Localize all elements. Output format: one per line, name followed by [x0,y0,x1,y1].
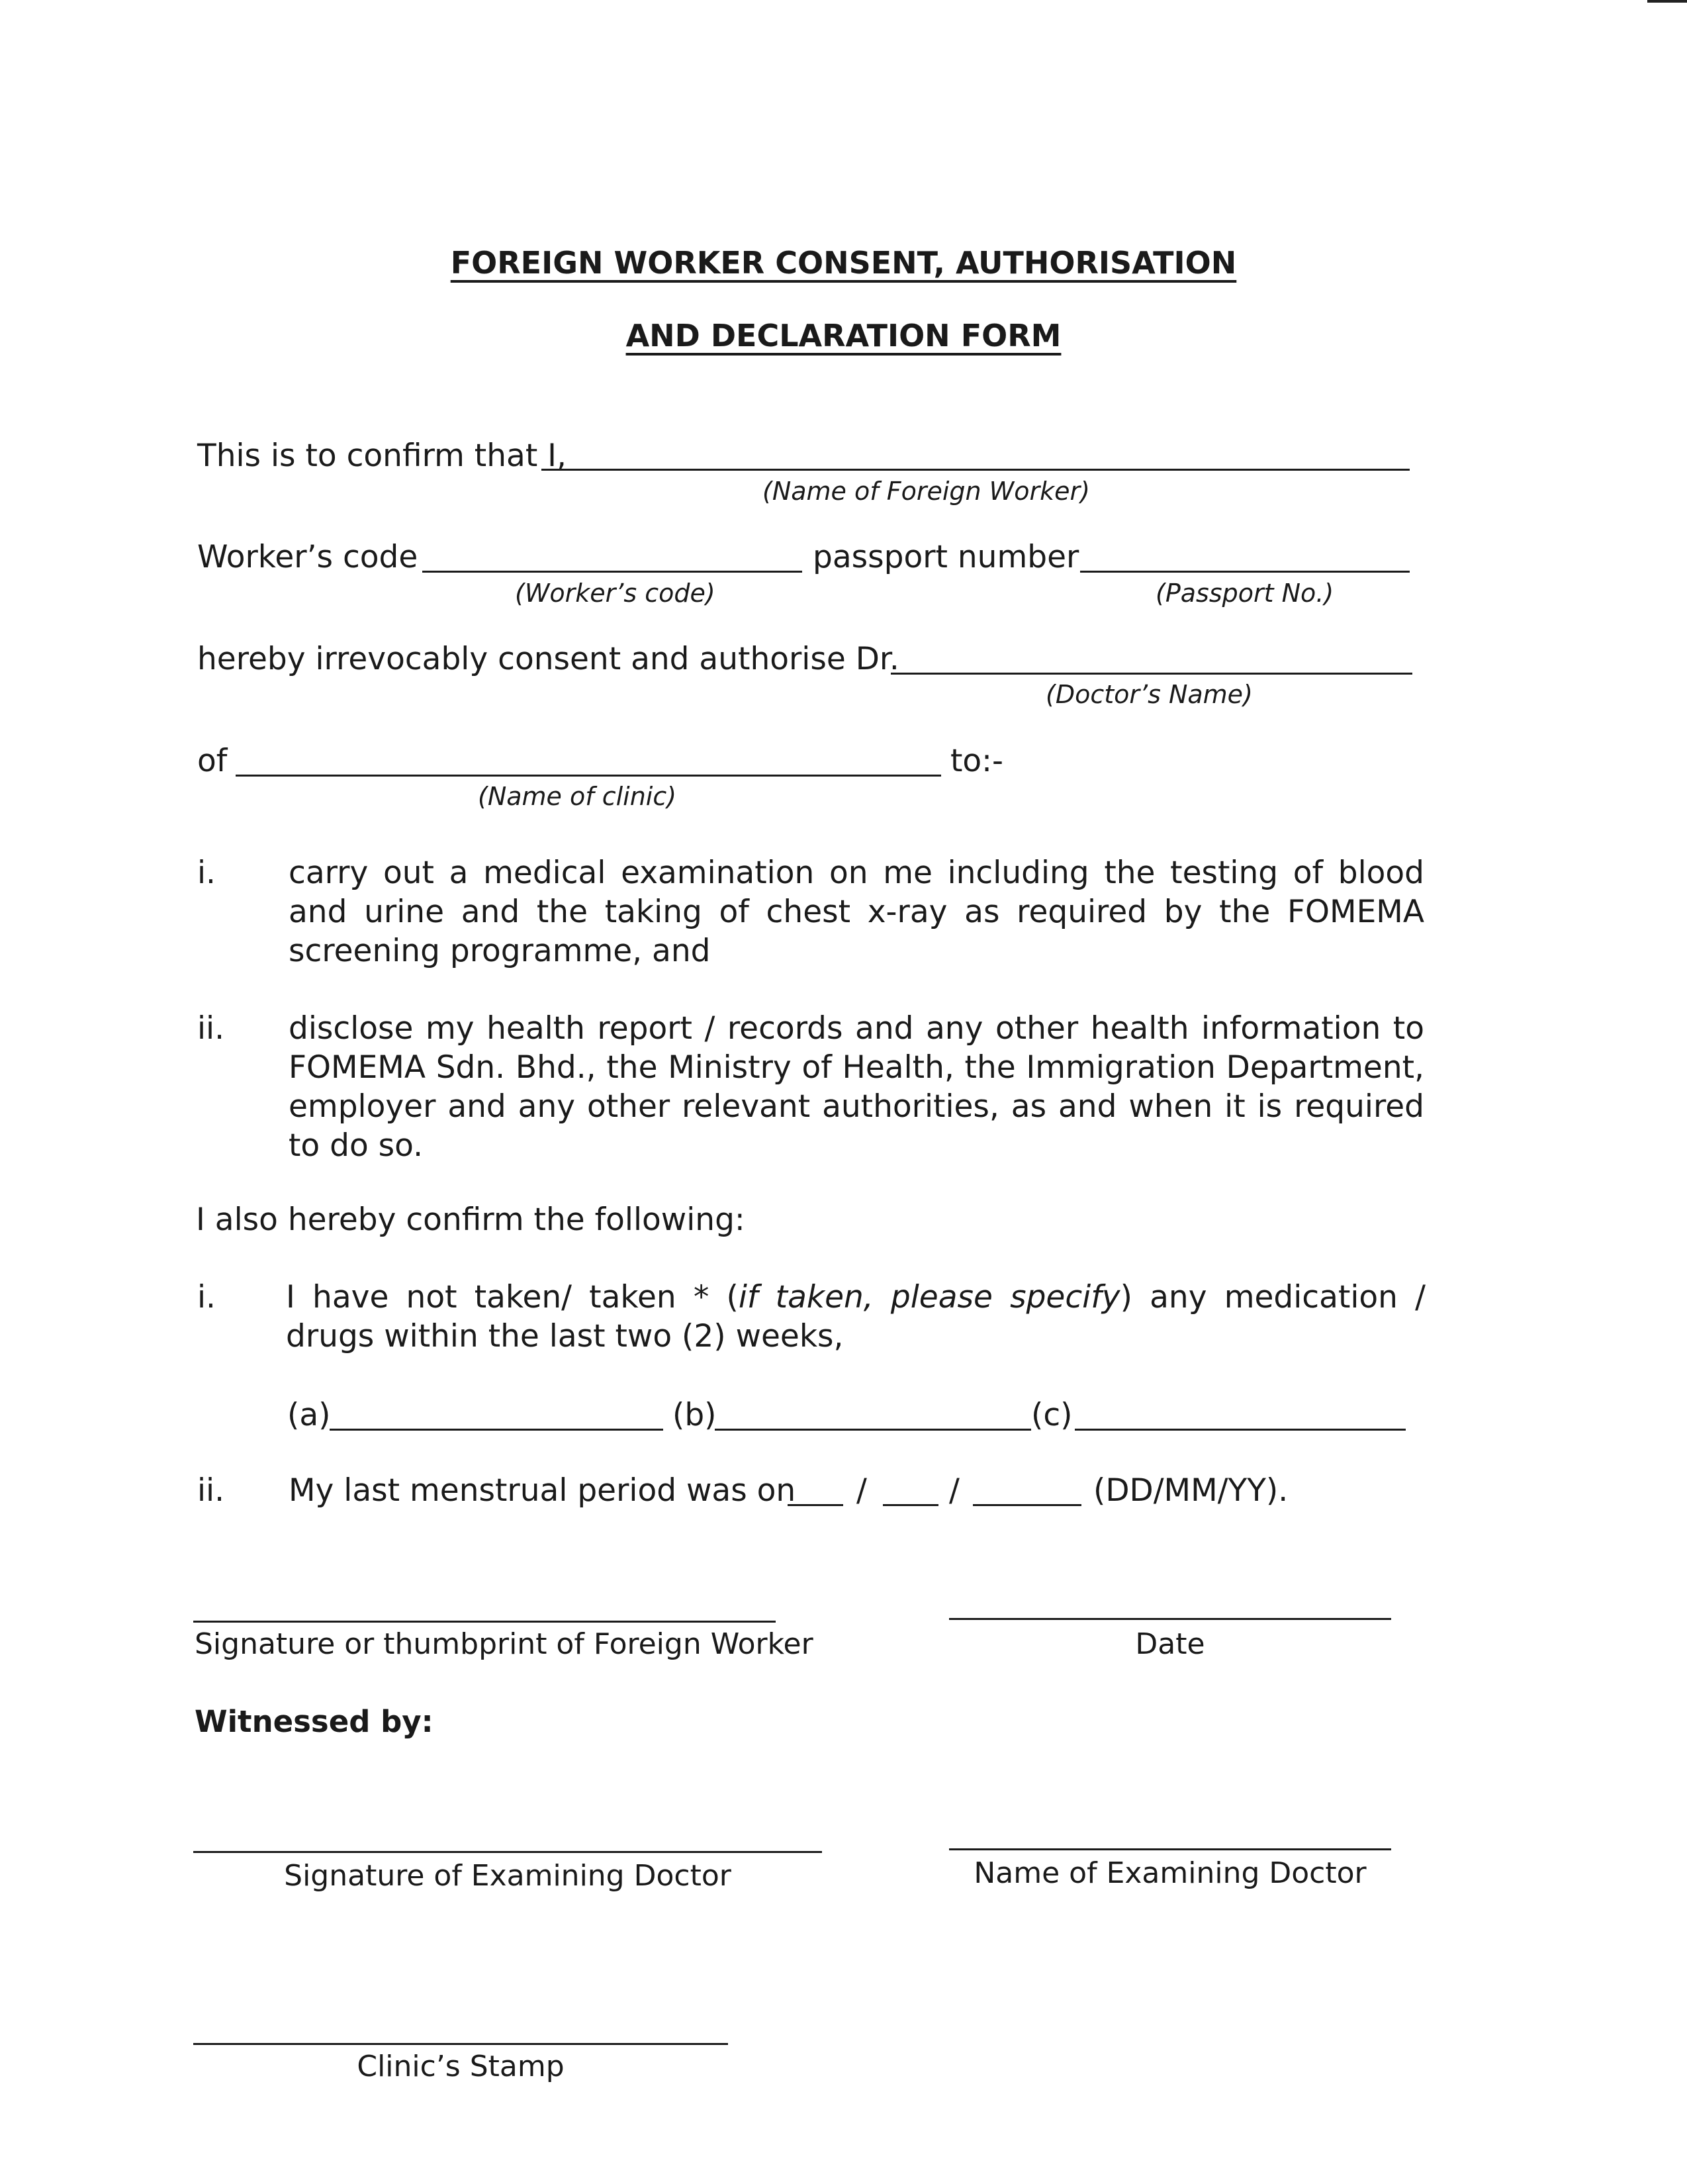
medication-a-label: (a) [287,1397,331,1433]
consent-item-text: carry out a medical examination on me including the testing of blood and urine and the taking of chest x-ray as required by the FOMEMA screening programme, and [289,855,1424,969]
doctor-name-signoff-field[interactable] [949,1848,1391,1850]
passport-field[interactable] [1080,571,1410,573]
date-field[interactable] [949,1618,1391,1620]
medication-a-field[interactable] [330,1429,663,1431]
form-title-line2: AND DECLARATION FORM [625,318,1062,354]
doctor-caption: (Doctor’s Name) [1046,680,1253,709]
date-label: Date [1135,1627,1205,1661]
menstrual-day-field[interactable] [788,1504,843,1506]
consent-item-text: disclose my health report / records and any other health information to FOMEMA Sdn. Bhd., the Ministry of Health, the Immigration Department, employer and any other relevant authorities, as and when it is required to do so. [289,1010,1424,1164]
doctor-signature-label: Signature of Examining Doctor [284,1859,731,1893]
menstrual-year-field[interactable] [973,1504,1081,1506]
medication-text-italic: if taken, please specify [738,1279,1120,1315]
medication-text-start: I have not taken/ taken * ( [286,1279,739,1315]
witnessed-by-heading: Witnessed by: [195,1704,433,1739]
worker-code-caption: (Worker’s code) [515,579,715,608]
date-separator: / [949,1472,960,1509]
scan-edge-mark [1647,0,1687,3]
of-label: of [197,743,228,779]
confirm-label: This is to confirm that I, [197,438,567,474]
declaration-intro: I also hereby confirm the following: [196,1202,745,1238]
medication-text-end: ) any medication / drugs within the last two (2) weeks, [286,1279,1426,1354]
to-label: to:- [950,743,1003,779]
medication-c-label: (c) [1031,1397,1073,1433]
medication-b-label: (b) [672,1397,717,1433]
date-separator: / [856,1472,867,1509]
clinic-caption: (Name of clinic) [478,782,677,811]
medication-declaration-text [286,1278,1426,1356]
worker-code-field[interactable] [422,571,802,573]
medication-b-field[interactable] [715,1429,1031,1431]
declaration-item-number: i. [197,1279,216,1315]
doctor-signature-field[interactable] [193,1851,822,1853]
menstrual-label: My last menstrual period was on [289,1472,796,1509]
worker-name-field[interactable] [541,469,1410,471]
form-title-line1: FOREIGN WORKER CONSENT, AUTHORISATION [450,245,1237,281]
clinic-stamp-label: Clinic’s Stamp [357,2050,565,2083]
passport-caption: (Passport No.) [1156,579,1334,608]
worker-signature-field[interactable] [193,1621,776,1623]
declaration-item-number: ii. [197,1472,225,1509]
consent-item-number: i. [197,855,216,891]
doctor-name-label: Name of Examining Doctor [974,1856,1367,1890]
passport-label: passport number [813,539,1079,575]
worker-signature-label: Signature or thumbprint of Foreign Worker [195,1627,813,1661]
clinic-stamp-field[interactable] [193,2043,728,2045]
worker-code-label: Worker’s code [197,539,418,575]
date-format-hint: (DD/MM/YY). [1093,1472,1289,1509]
medication-c-field[interactable] [1075,1429,1406,1431]
menstrual-month-field[interactable] [883,1504,938,1506]
clinic-name-field[interactable] [236,775,941,777]
consent-item-number: ii. [197,1010,225,1047]
consent-label: hereby irrevocably consent and authorise Dr. [197,641,899,677]
doctor-name-field[interactable] [891,673,1412,675]
worker-name-caption: (Name of Foreign Worker) [762,477,1090,506]
